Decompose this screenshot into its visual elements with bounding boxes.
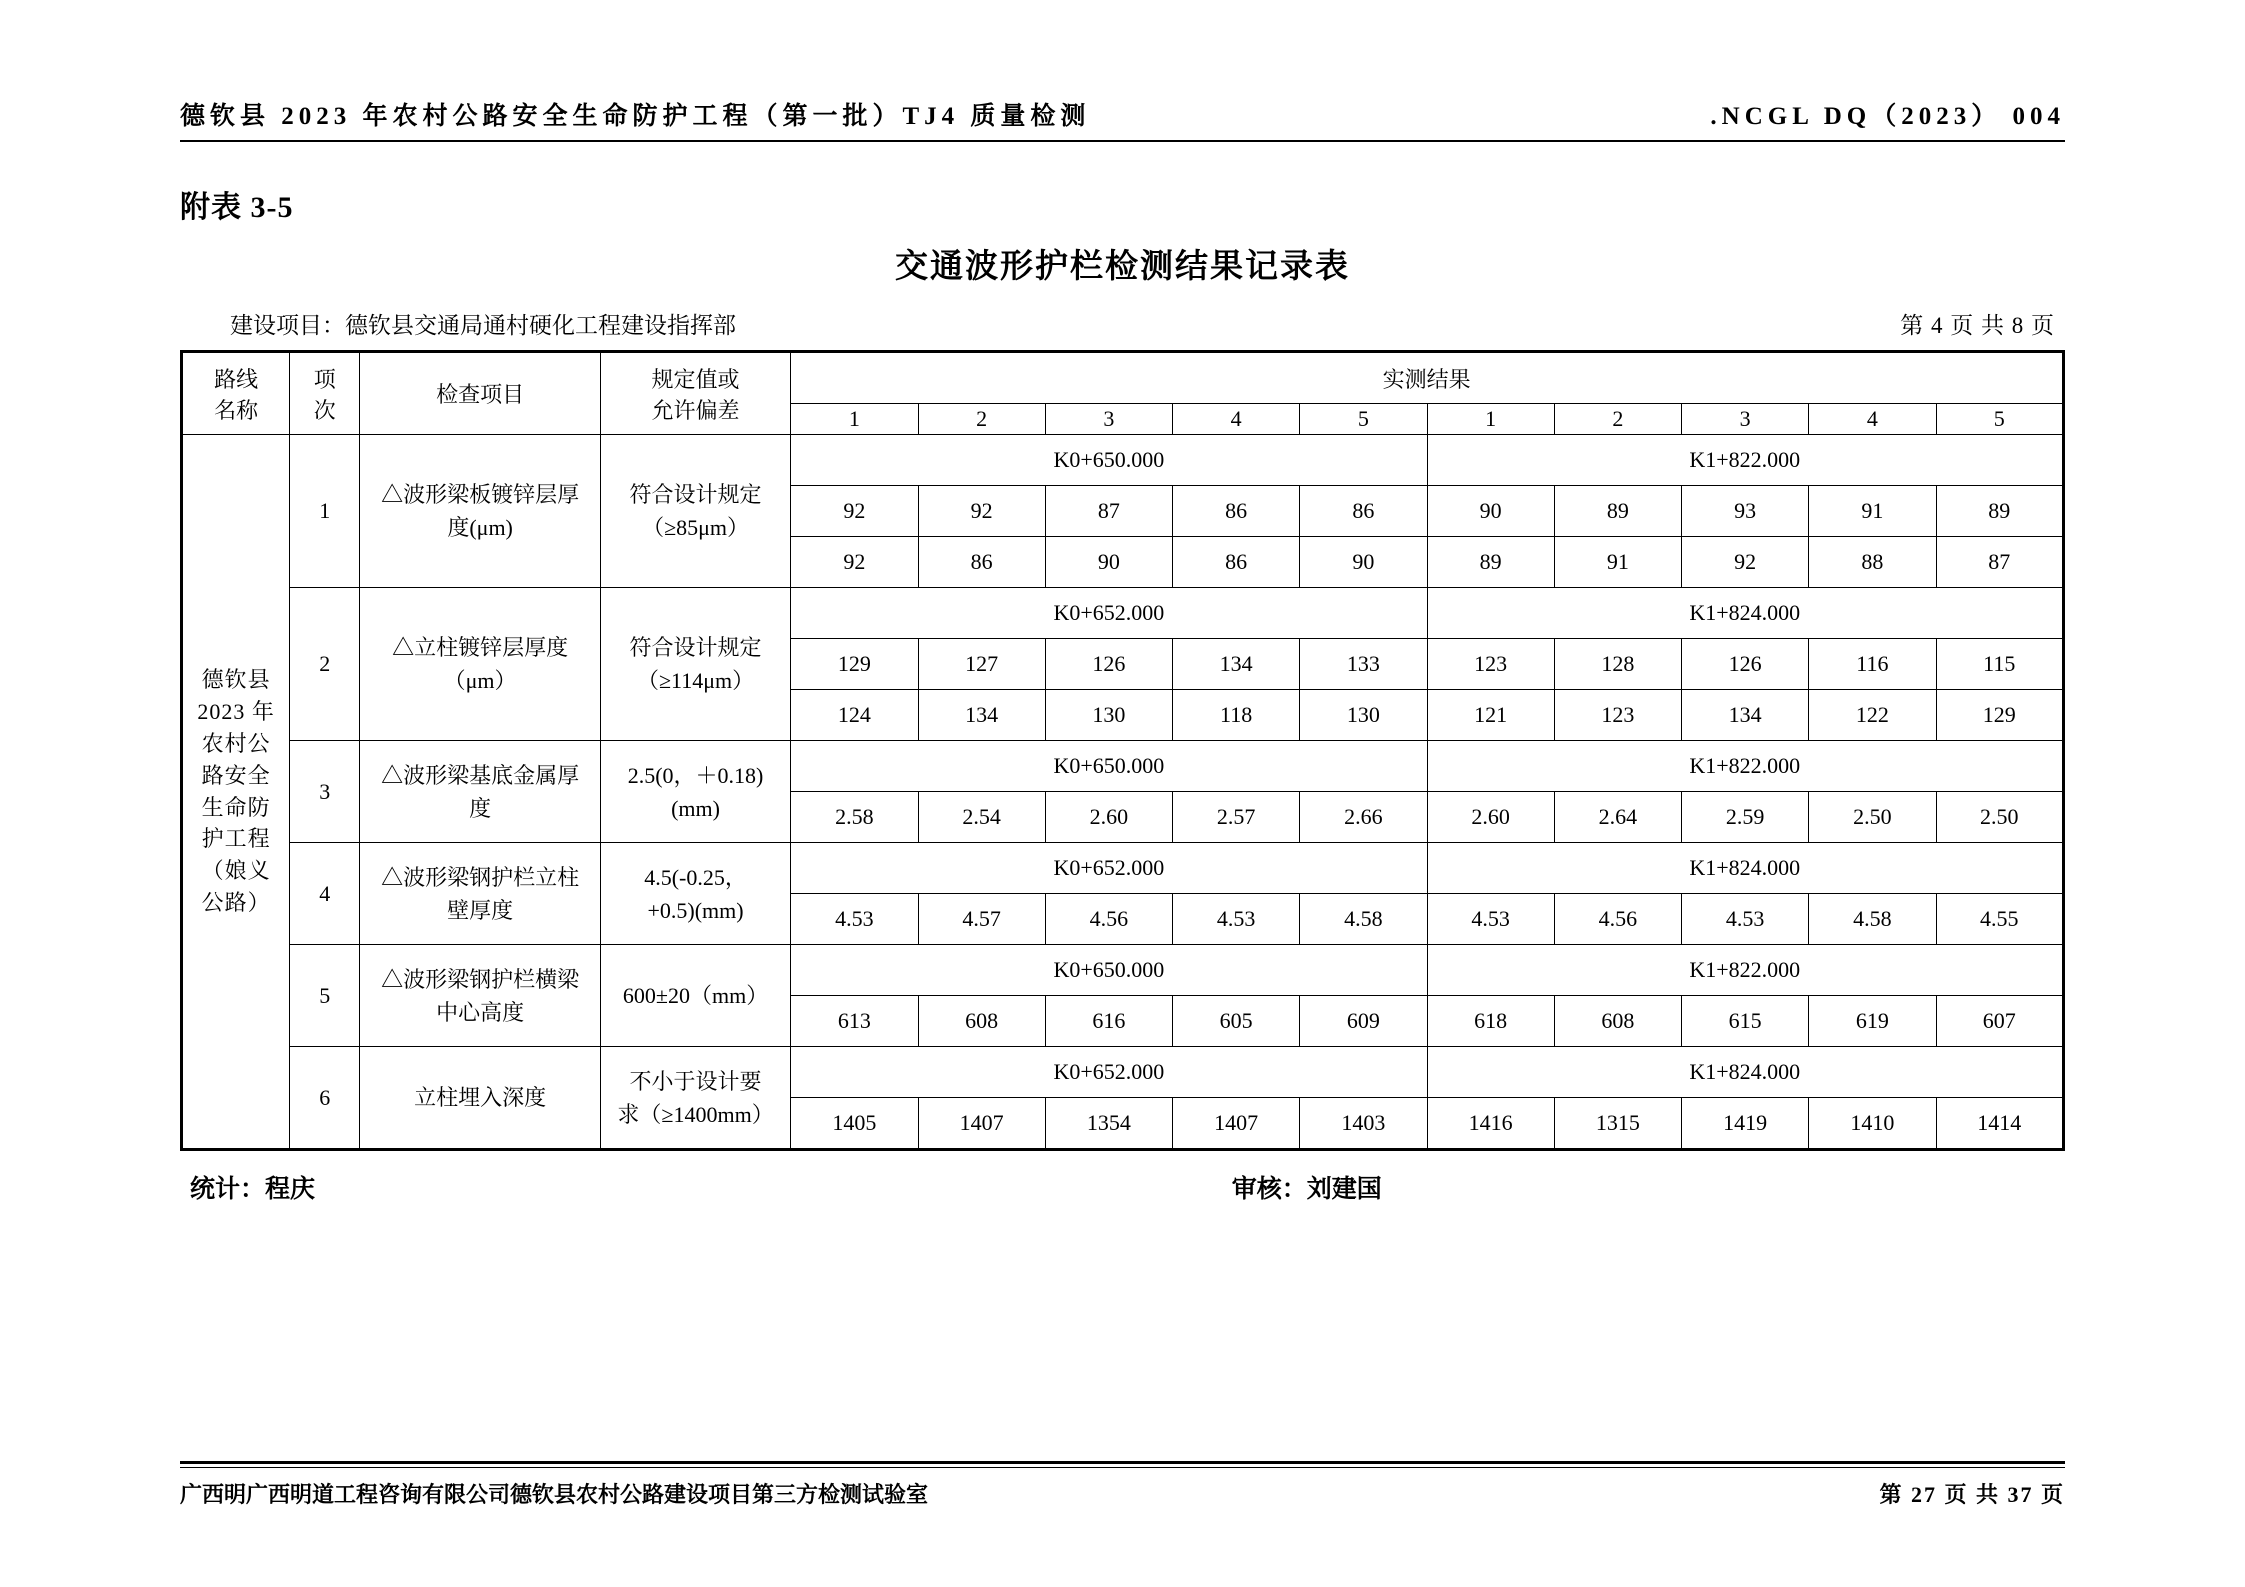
measurement-cell: 122 — [1809, 690, 1936, 741]
measurement-cell: 1407 — [918, 1098, 1045, 1150]
station-left-cell: K0+652.000 — [791, 843, 1427, 894]
measurement-cell: 619 — [1809, 996, 1936, 1047]
subtitle-row — [180, 307, 2065, 340]
th-index-3: 3 — [1045, 404, 1172, 435]
th-index-4: 4 — [1173, 404, 1300, 435]
station-right-cell: K1+824.000 — [1427, 588, 2064, 639]
table-row — [182, 843, 2064, 894]
th-index-9: 4 — [1809, 404, 1936, 435]
th-index-5: 5 — [1300, 404, 1427, 435]
check-item-cell: △立柱镀锌层厚度 （μm） — [360, 588, 601, 741]
station-left-cell: K0+650.000 — [791, 435, 1427, 486]
item-no-cell: 6 — [290, 1047, 360, 1150]
table-row — [182, 435, 2064, 486]
station-left-cell: K0+650.000 — [791, 741, 1427, 792]
spec-value-cell: 符合设计规定 （≥85μm） — [600, 435, 790, 588]
measurement-cell: 91 — [1554, 537, 1681, 588]
measurement-cell: 87 — [1936, 537, 2064, 588]
measurement-cell: 608 — [1554, 996, 1681, 1047]
project-name: 建设项目：德钦县交通局通村硬化工程建设指挥部 — [230, 313, 736, 338]
page-header — [180, 0, 2065, 132]
measurement-cell: 90 — [1300, 537, 1427, 588]
th-index-8: 3 — [1682, 404, 1809, 435]
measurement-cell: 130 — [1045, 690, 1172, 741]
check-item-cell: △波形梁基底金属厚 度 — [360, 741, 601, 843]
measurement-cell: 4.58 — [1809, 894, 1936, 945]
statistician-label: 统计：程庆 — [190, 1176, 316, 1203]
th-index-6: 1 — [1427, 404, 1554, 435]
measurement-cell: 2.50 — [1936, 792, 2064, 843]
item-no-cell: 4 — [290, 843, 360, 945]
measurement-cell: 4.55 — [1936, 894, 2064, 945]
measurement-cell: 1416 — [1427, 1098, 1554, 1150]
measurement-cell: 605 — [1173, 996, 1300, 1047]
measurement-cell: 92 — [918, 486, 1045, 537]
measurement-cell: 608 — [918, 996, 1045, 1047]
measurement-cell: 133 — [1300, 639, 1427, 690]
measurement-cell: 116 — [1809, 639, 1936, 690]
measurement-cell: 1414 — [1936, 1098, 2064, 1150]
measurement-cell: 4.56 — [1045, 894, 1172, 945]
measurement-cell: 86 — [1173, 486, 1300, 537]
measurement-cell: 87 — [1045, 486, 1172, 537]
measurement-cell: 134 — [918, 690, 1045, 741]
measurement-cell: 134 — [1173, 639, 1300, 690]
measurement-cell: 615 — [1682, 996, 1809, 1047]
measurement-cell: 616 — [1045, 996, 1172, 1047]
station-right-cell: K1+824.000 — [1427, 1047, 2064, 1098]
station-left-cell: K0+650.000 — [791, 945, 1427, 996]
annex-number: 附表 3-5 — [180, 191, 294, 224]
station-left-cell: K0+652.000 — [791, 1047, 1427, 1098]
measurement-cell: 127 — [918, 639, 1045, 690]
th-index-7: 2 — [1554, 404, 1681, 435]
measurement-cell: 1405 — [791, 1098, 918, 1150]
measurement-cell: 89 — [1427, 537, 1554, 588]
header-left-title: 德钦县 2023 年农村公路安全生命防护工程（第一批）TJ4 质量检测 — [180, 103, 1091, 130]
measurement-cell: 2.66 — [1300, 792, 1427, 843]
measurement-cell: 2.59 — [1682, 792, 1809, 843]
measurement-cell: 2.58 — [791, 792, 918, 843]
header-doc-code: .NCGL DQ（2023） 004 — [1710, 103, 2065, 130]
measurement-cell: 134 — [1682, 690, 1809, 741]
page-counter: 第 4 页 共 8 页 — [1900, 313, 2055, 338]
measurement-cell: 4.53 — [1427, 894, 1554, 945]
spec-value-cell: 600±20（mm） — [600, 945, 790, 1047]
measurement-cell: 123 — [1427, 639, 1554, 690]
item-no-cell: 1 — [290, 435, 360, 588]
measurement-cell: 2.60 — [1427, 792, 1554, 843]
measurement-cell: 4.56 — [1554, 894, 1681, 945]
spec-value-cell: 2.5(0，＋0.18) (mm) — [600, 741, 790, 843]
measurement-cell: 618 — [1427, 996, 1554, 1047]
footer-org: 广西明广西明道工程咨询有限公司德钦县农村公路建设项目第三方检测试验室 — [180, 1482, 929, 1507]
check-item-cell: 立柱埋入深度 — [360, 1047, 601, 1150]
inspection-results-table — [180, 350, 2065, 1151]
spec-value-cell: 符合设计规定 （≥114μm） — [600, 588, 790, 741]
measurement-cell: 86 — [918, 537, 1045, 588]
measurement-cell: 91 — [1809, 486, 1936, 537]
station-right-cell: K1+822.000 — [1427, 435, 2064, 486]
measurement-cell: 86 — [1300, 486, 1427, 537]
header-divider — [180, 140, 2065, 142]
station-right-cell: K1+822.000 — [1427, 741, 2064, 792]
measurement-cell: 90 — [1045, 537, 1172, 588]
measurement-cell: 2.60 — [1045, 792, 1172, 843]
measurement-cell: 126 — [1682, 639, 1809, 690]
measurement-cell: 88 — [1809, 537, 1936, 588]
th-check-item: 检查项目 — [360, 352, 601, 435]
measurement-cell: 115 — [1936, 639, 2064, 690]
measurement-cell: 1315 — [1554, 1098, 1681, 1150]
th-index-10: 5 — [1936, 404, 2064, 435]
check-item-cell: △波形梁板镀锌层厚 度(μm) — [360, 435, 601, 588]
item-no-cell: 3 — [290, 741, 360, 843]
measurement-cell: 4.53 — [1173, 894, 1300, 945]
station-left-cell: K0+652.000 — [791, 588, 1427, 639]
table-row — [182, 945, 2064, 996]
check-item-cell: △波形梁钢护栏立柱 壁厚度 — [360, 843, 601, 945]
signature-row — [180, 1169, 2065, 1205]
measurement-cell: 613 — [791, 996, 918, 1047]
spec-value-cell: 4.5(-0.25， +0.5)(mm) — [600, 843, 790, 945]
measurement-cell: 4.58 — [1300, 894, 1427, 945]
footer-page-number: 第 27 页 共 37 页 — [1879, 1482, 2065, 1507]
footer-divider-top — [180, 1461, 2065, 1464]
table-header-row-1 — [182, 352, 2064, 404]
measurement-cell: 2.64 — [1554, 792, 1681, 843]
measurement-cell: 129 — [1936, 690, 2064, 741]
measurement-cell: 121 — [1427, 690, 1554, 741]
table-row — [182, 741, 2064, 792]
measurement-cell: 2.57 — [1173, 792, 1300, 843]
th-measured-results: 实测结果 — [791, 352, 2064, 404]
measurement-cell: 92 — [791, 537, 918, 588]
measurement-cell: 1403 — [1300, 1098, 1427, 1150]
item-no-cell: 2 — [290, 588, 360, 741]
check-item-cell: △波形梁钢护栏横梁 中心高度 — [360, 945, 601, 1047]
table-row — [182, 1047, 2064, 1098]
measurement-cell: 130 — [1300, 690, 1427, 741]
measurement-cell: 89 — [1554, 486, 1681, 537]
measurement-cell: 126 — [1045, 639, 1172, 690]
measurement-cell: 4.57 — [918, 894, 1045, 945]
measurement-cell: 128 — [1554, 639, 1681, 690]
measurement-cell: 124 — [791, 690, 918, 741]
station-right-cell: K1+822.000 — [1427, 945, 2064, 996]
th-item-no: 项 次 — [290, 352, 360, 435]
route-name-cell: 德钦县 2023 年 农村公 路安全 生命防 护工程 （娘义 公路） — [182, 435, 290, 1150]
page-title: 交通波形护栏检测结果记录表 — [895, 249, 1350, 285]
measurement-cell: 607 — [1936, 996, 2064, 1047]
measurement-cell: 1407 — [1173, 1098, 1300, 1150]
th-spec-value: 规定值或 允许偏差 — [600, 352, 790, 435]
measurement-cell: 1354 — [1045, 1098, 1172, 1150]
measurement-cell: 2.54 — [918, 792, 1045, 843]
measurement-cell: 86 — [1173, 537, 1300, 588]
measurement-cell: 2.50 — [1809, 792, 1936, 843]
th-index-2: 2 — [918, 404, 1045, 435]
measurement-cell: 1410 — [1809, 1098, 1936, 1150]
measurement-cell: 93 — [1682, 486, 1809, 537]
table-row — [182, 588, 2064, 639]
measurement-cell: 92 — [1682, 537, 1809, 588]
measurement-cell: 129 — [791, 639, 918, 690]
th-index-1: 1 — [791, 404, 918, 435]
spec-value-cell: 不小于设计要 求（≥1400mm） — [600, 1047, 790, 1150]
measurement-cell: 609 — [1300, 996, 1427, 1047]
measurement-cell: 4.53 — [1682, 894, 1809, 945]
measurement-cell: 89 — [1936, 486, 2064, 537]
measurement-cell: 4.53 — [791, 894, 918, 945]
measurement-cell: 1419 — [1682, 1098, 1809, 1150]
th-route-name: 路线 名称 — [182, 352, 290, 435]
measurement-cell: 118 — [1173, 690, 1300, 741]
page-footer — [180, 1461, 2065, 1509]
station-right-cell: K1+824.000 — [1427, 843, 2064, 894]
measurement-cell: 90 — [1427, 486, 1554, 537]
auditor-label: 审核：刘建国 — [1231, 1176, 1382, 1203]
table-body — [182, 435, 2064, 1150]
measurement-cell: 123 — [1554, 690, 1681, 741]
item-no-cell: 5 — [290, 945, 360, 1047]
measurement-cell: 92 — [791, 486, 918, 537]
